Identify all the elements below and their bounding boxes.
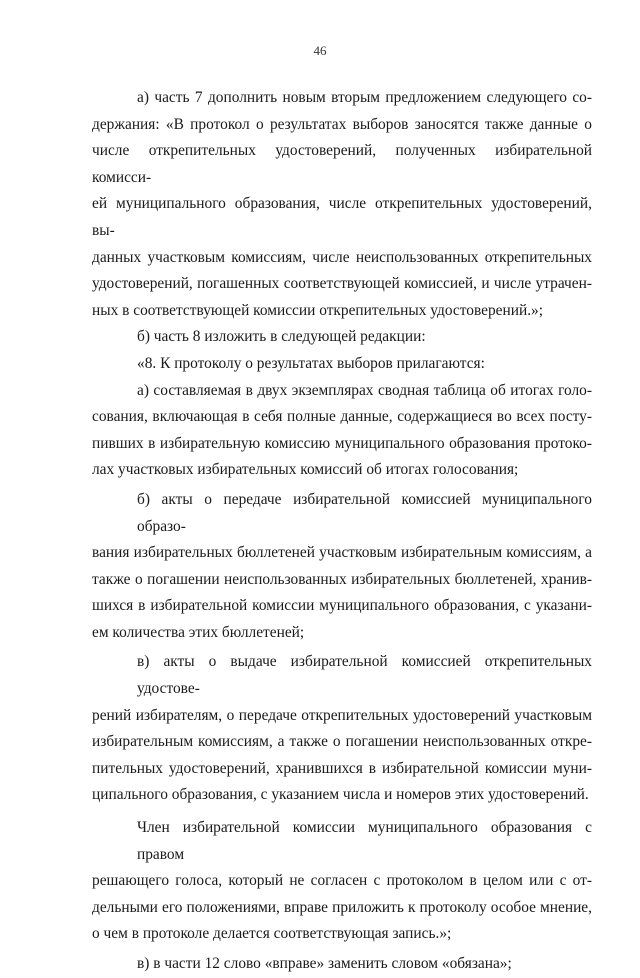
text-line: держания: «В протокол о результатах выборов заносятся также данные о bbox=[92, 115, 592, 133]
text-line: б) акты о передаче избирательной комиссией муниципального образо- bbox=[137, 490, 592, 535]
paragraph-3 bbox=[92, 351, 592, 378]
text-line: в) в части 12 слово «вправе» заменить словом «обязана»; bbox=[137, 955, 512, 972]
paragraph-2 bbox=[92, 324, 592, 351]
paragraph-7 bbox=[92, 815, 592, 948]
text-line: сования, включающая в себя полные данные, содержащиеся во всех посту- bbox=[92, 408, 592, 426]
text-line: пительных удостоверений, хранившихся в избирательной комиссии муни- bbox=[92, 759, 592, 777]
text-line: б) часть 8 изложить в следующей редакции: bbox=[137, 328, 426, 346]
paragraph-4 bbox=[92, 378, 592, 484]
paragraph-8 bbox=[92, 951, 592, 978]
text-line: лах участковых избирательных комиссий об итогах голосования; bbox=[92, 461, 519, 479]
text-line: о чем в протоколе делается соответствующая запись.»; bbox=[92, 925, 452, 943]
paragraph-1 bbox=[92, 85, 592, 324]
text-line: вания избирательных бюллетеней участковым избирательным комиссиям, а bbox=[92, 544, 592, 562]
text-line: «8. К протоколу о результатах выборов прилагаются: bbox=[137, 354, 485, 372]
text-line: избирательным комиссиям, а также о погашении неиспользованных откре- bbox=[92, 733, 592, 751]
paragraph-6 bbox=[92, 649, 592, 809]
text-line: пивших в избирательную комиссию муниципального образования протоко- bbox=[92, 434, 592, 452]
text-line: ем количества этих бюллетеней; bbox=[92, 623, 305, 641]
text-line: рений избирателям, о передаче открепительных удостоверений участковым bbox=[92, 706, 592, 724]
text-line: ей муниципального образования, числе открепительных удостоверений, вы- bbox=[92, 195, 592, 239]
text-line: ных в соответствующей комиссии открепительных удостоверений.»; bbox=[92, 301, 544, 319]
paragraph-5 bbox=[92, 487, 592, 647]
text-line: Член избирательной комиссии муниципального образования с правом bbox=[137, 819, 592, 863]
text-line: числе открепительных удостоверений, полученных избирательной комисси- bbox=[92, 142, 592, 186]
text-line: ципального образования, с указанием числа и номеров этих удостоверений. bbox=[92, 786, 589, 804]
text-line: в) акты о выдаче избирательной комиссией открепительных удостове- bbox=[137, 653, 592, 698]
text-line: также о погашении неиспользованных избирательных бюллетеней, хранив- bbox=[92, 570, 592, 588]
text-line: удостоверений, погашенных соответствующей комиссией, и числе утрачен- bbox=[92, 275, 592, 293]
document-body bbox=[92, 85, 592, 978]
text-line: а) часть 7 дополнить новым вторым предложением следующего со- bbox=[137, 89, 592, 106]
page-number: 46 bbox=[313, 43, 327, 58]
text-line: дельными его положениями, вправе приложить к протоколу особое мнение, bbox=[92, 898, 592, 916]
text-line: шихся в избирательной комиссии муниципального образования, с указани- bbox=[92, 597, 592, 615]
text-line: данных участковым комиссиям, числе неиспользованных открепительных bbox=[92, 248, 592, 266]
text-line: а) составляемая в двух экземплярах сводная таблица об итогах голо- bbox=[137, 381, 592, 399]
text-line: решающего голоса, который не согласен с протоколом в целом или с от- bbox=[92, 872, 592, 890]
